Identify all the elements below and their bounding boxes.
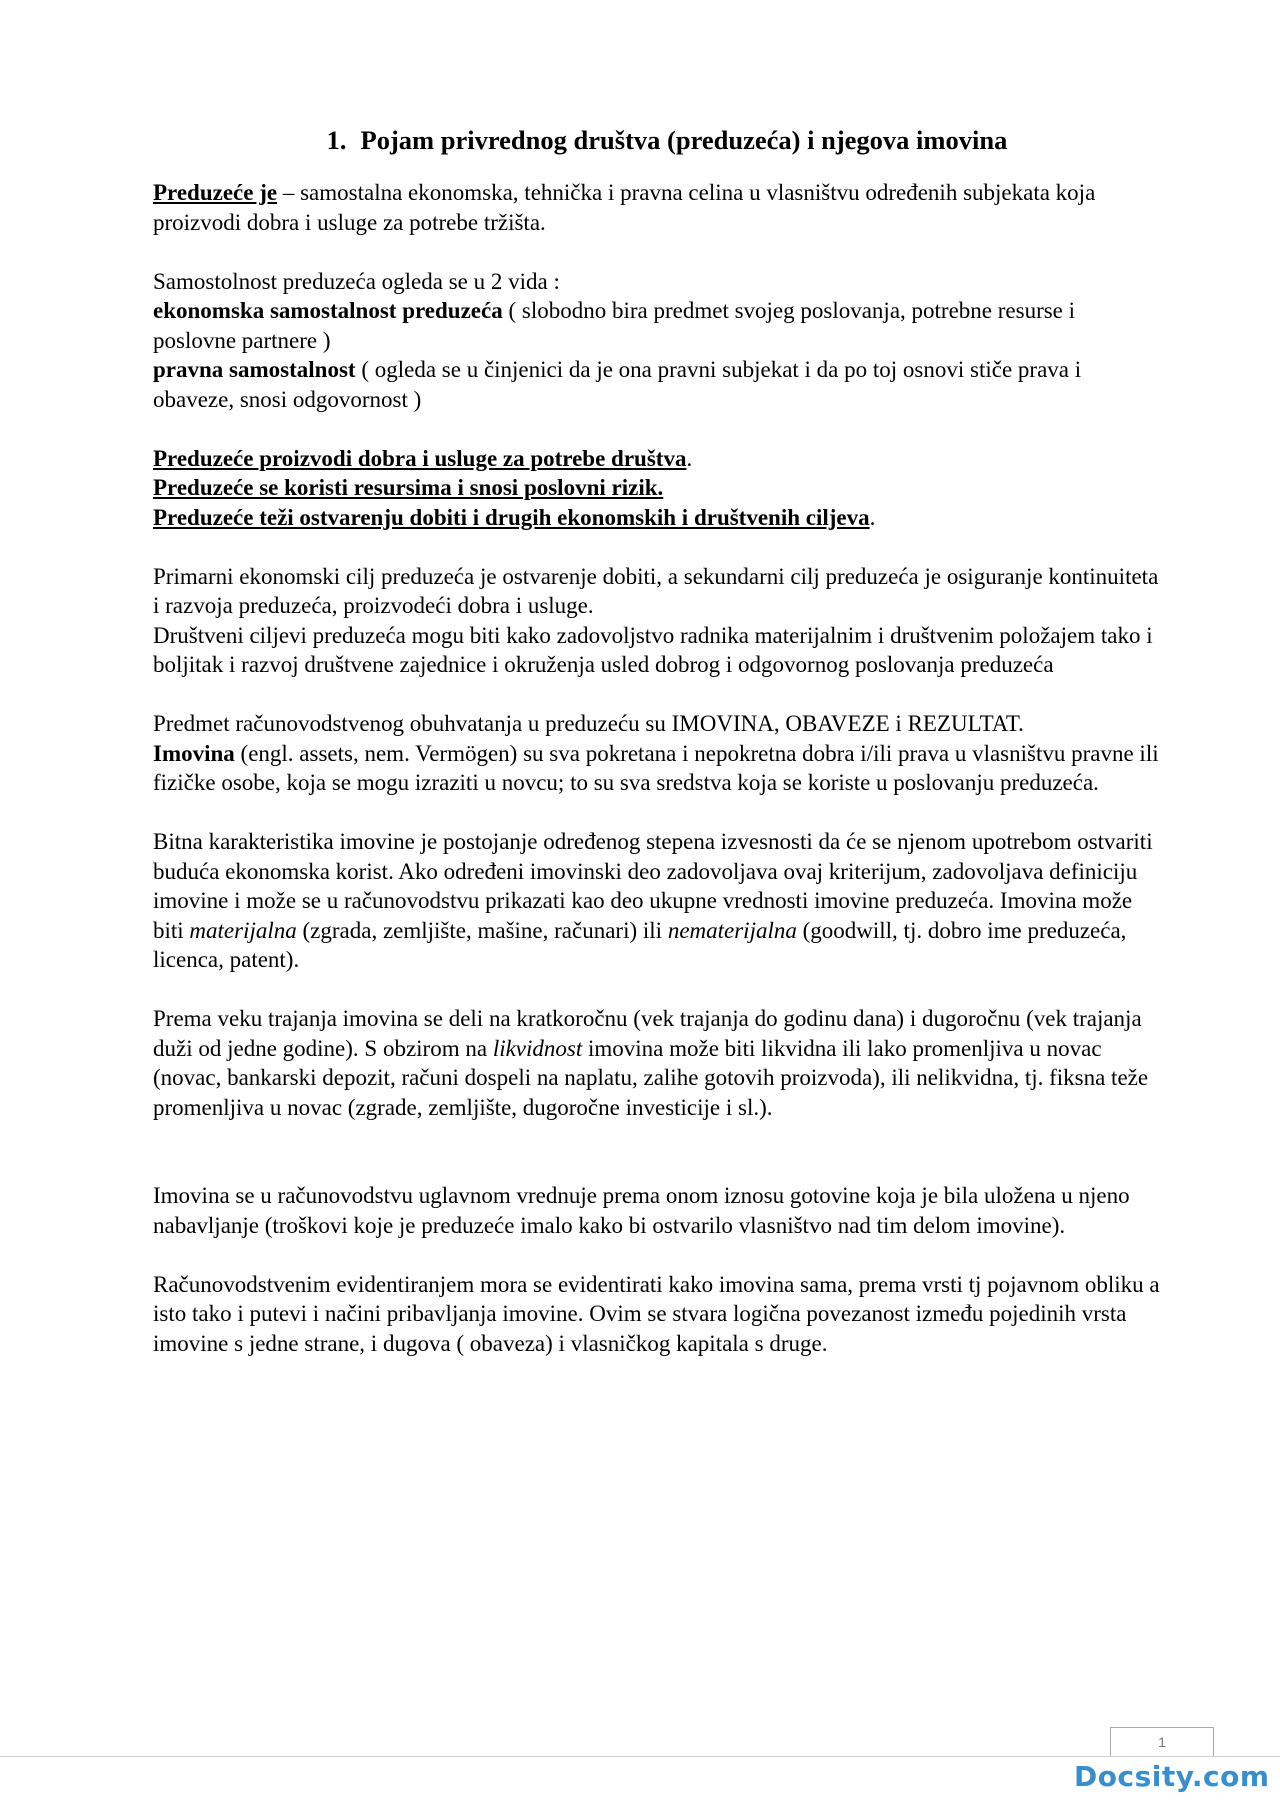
definition-paragraph	[153, 178, 1163, 237]
page-title	[153, 124, 1163, 156]
key-statements	[153, 444, 1163, 533]
page-number: 1	[1110, 1727, 1214, 1756]
statement-goods-services-end: .	[686, 445, 693, 471]
characteristics-text-3: (goodwill, tj. dobro ime preduzeća, licenca, patent).	[153, 917, 1127, 972]
economic-independence-text: ( slobodno bira predmet svojeg poslovanja, potrebne resurse i poslovne partnere )	[153, 298, 1076, 353]
economic-independence-term: ekonomska samostalnost preduzeća	[153, 298, 503, 323]
accounting-subject-text: Predmet računovodstvenog obuhvatanja u preduzeću su IMOVINA, OBAVEZE i REZULTAT.	[153, 711, 1024, 736]
assets-paragraph	[153, 709, 1163, 798]
immaterial-term: nematerijalna	[667, 917, 797, 943]
characteristics-text-2: (zgrada, zemljište, mašine, računari) ili	[296, 917, 668, 943]
definition-text: – samostalna ekonomska, tehnička i pravna celina u vlasništvu određenih subjekata koja proizvodi dobra i usluge za potrebe tržišta.	[153, 180, 1096, 235]
legal-independence-term: pravna samostalnost	[153, 357, 356, 382]
liquidity-term: likvidnost	[492, 1035, 583, 1061]
legal-independence-text: ( ogleda se u činjenici da je ona pravni subjekat i da po toj osnovi stiče prava i obaveze, snosi odgovornost )	[153, 357, 1082, 412]
valuation-paragraph: Imovina se u računovodstvu uglavnom vrednuje prema onom iznosu gotovine koja je bila uložena u njeno nabavljanje (troškovi koje je preduzeće imalo kako bi ostvarilo vlasništvo nad tim delom imovine).	[153, 1183, 1130, 1238]
statement-resources-risk: Preduzeće se koristi resursima i snosi poslovni rizik.	[153, 475, 664, 500]
definition-term: Preduzeće je	[153, 180, 278, 205]
assets-definition-text: (engl. assets, nem. Vermögen) su sva pokretana i nepokretna dobra i/ili prava u vlasništvu pravne ili fizičke osobe, koja se mogu izraziti u novcu; to su sva sredstva koja se koriste u poslovanju preduzeća.	[153, 740, 1159, 795]
independence-intro: Samostolnost preduzeća ogleda se u 2 vida :	[153, 268, 560, 294]
duration-text-2: imovina može biti likvidna ili lako promenljiva u novac (novac, bankarski depozit, računi dospeli na naplatu, zalihe gotovih proizvoda), ili nelikvidna, tj. fiksna teže promenljiva u novac (zgrade, zemljište, dugoročne investicije i sl.).	[153, 1035, 1149, 1120]
statement-profit-goals-end: .	[869, 504, 876, 530]
statement-goods-services: Preduzeće proizvodi dobra i usluge za potrebe društva	[153, 445, 687, 471]
characteristics-text-1: Bitna karakteristika imovine je postojanje određenog stepena izvesnosti da će se njenom upotrebom ostvariti buduća ekonomska korist. Ako određeni imovinski deo zadovoljava ovaj kriterijum, zadovoljava definiciju imovine i može se u računovodstvu prikazati kao deo ukupne vrednosti imovine preduzeća. Imovina može biti	[153, 829, 1153, 943]
social-goals-text: Društveni ciljevi preduzeća mogu biti kako zadovoljstvo radnika materijalnim i društvenim položajem tako i boljitak i razvoj društvene zajednice i okruženja usled dobrog i odgovornog poslovanja preduzeća	[153, 622, 1153, 677]
primary-goal-text: Primarni ekonomski cilj preduzeća je ostvarenje dobiti, a sekundarni cilj preduzeća je osiguranje kontinuiteta i razvoja preduzeća, proizvodeći dobra i usluge.	[153, 563, 1159, 618]
footer-divider	[0, 1756, 1280, 1757]
document-content	[153, 124, 1163, 1388]
material-term: materijalna	[189, 917, 297, 943]
characteristics-paragraph	[153, 827, 1163, 975]
title-number: 1.	[326, 125, 347, 155]
docsity-logo[interactable]: Docsity.com	[1074, 1760, 1270, 1793]
title-text: Pojam privrednog društva (preduzeća) i njegova imovina	[360, 125, 1008, 155]
evidence-paragraph: Računovodstvenim evidentiranjem mora se evidentirati kako imovina sama, prema vrsti tj pojavnom obliku a isto tako i putevi i načini pribavljanja imovine. Ovim se stvara logična povezanost između pojedinih vrsta imovine s jedne strane, i dugova ( obaveza) i vlasničkog kapitala s druge.	[153, 1271, 1160, 1356]
assets-term: Imovina	[153, 740, 235, 766]
goals-paragraph	[153, 562, 1163, 680]
duration-text-1: Prema veku trajanja imovina se deli na kratkoročnu (vek trajanja do godinu dana) i dugoročnu (vek trajanja duži od jedne godine). S obzirom na	[153, 1006, 1142, 1061]
independence-paragraph	[153, 267, 1163, 415]
statement-profit-goals: Preduzeće teži ostvarenju dobiti i drugih ekonomskih i društvenih ciljeva	[153, 504, 870, 530]
duration-paragraph	[153, 1004, 1163, 1122]
